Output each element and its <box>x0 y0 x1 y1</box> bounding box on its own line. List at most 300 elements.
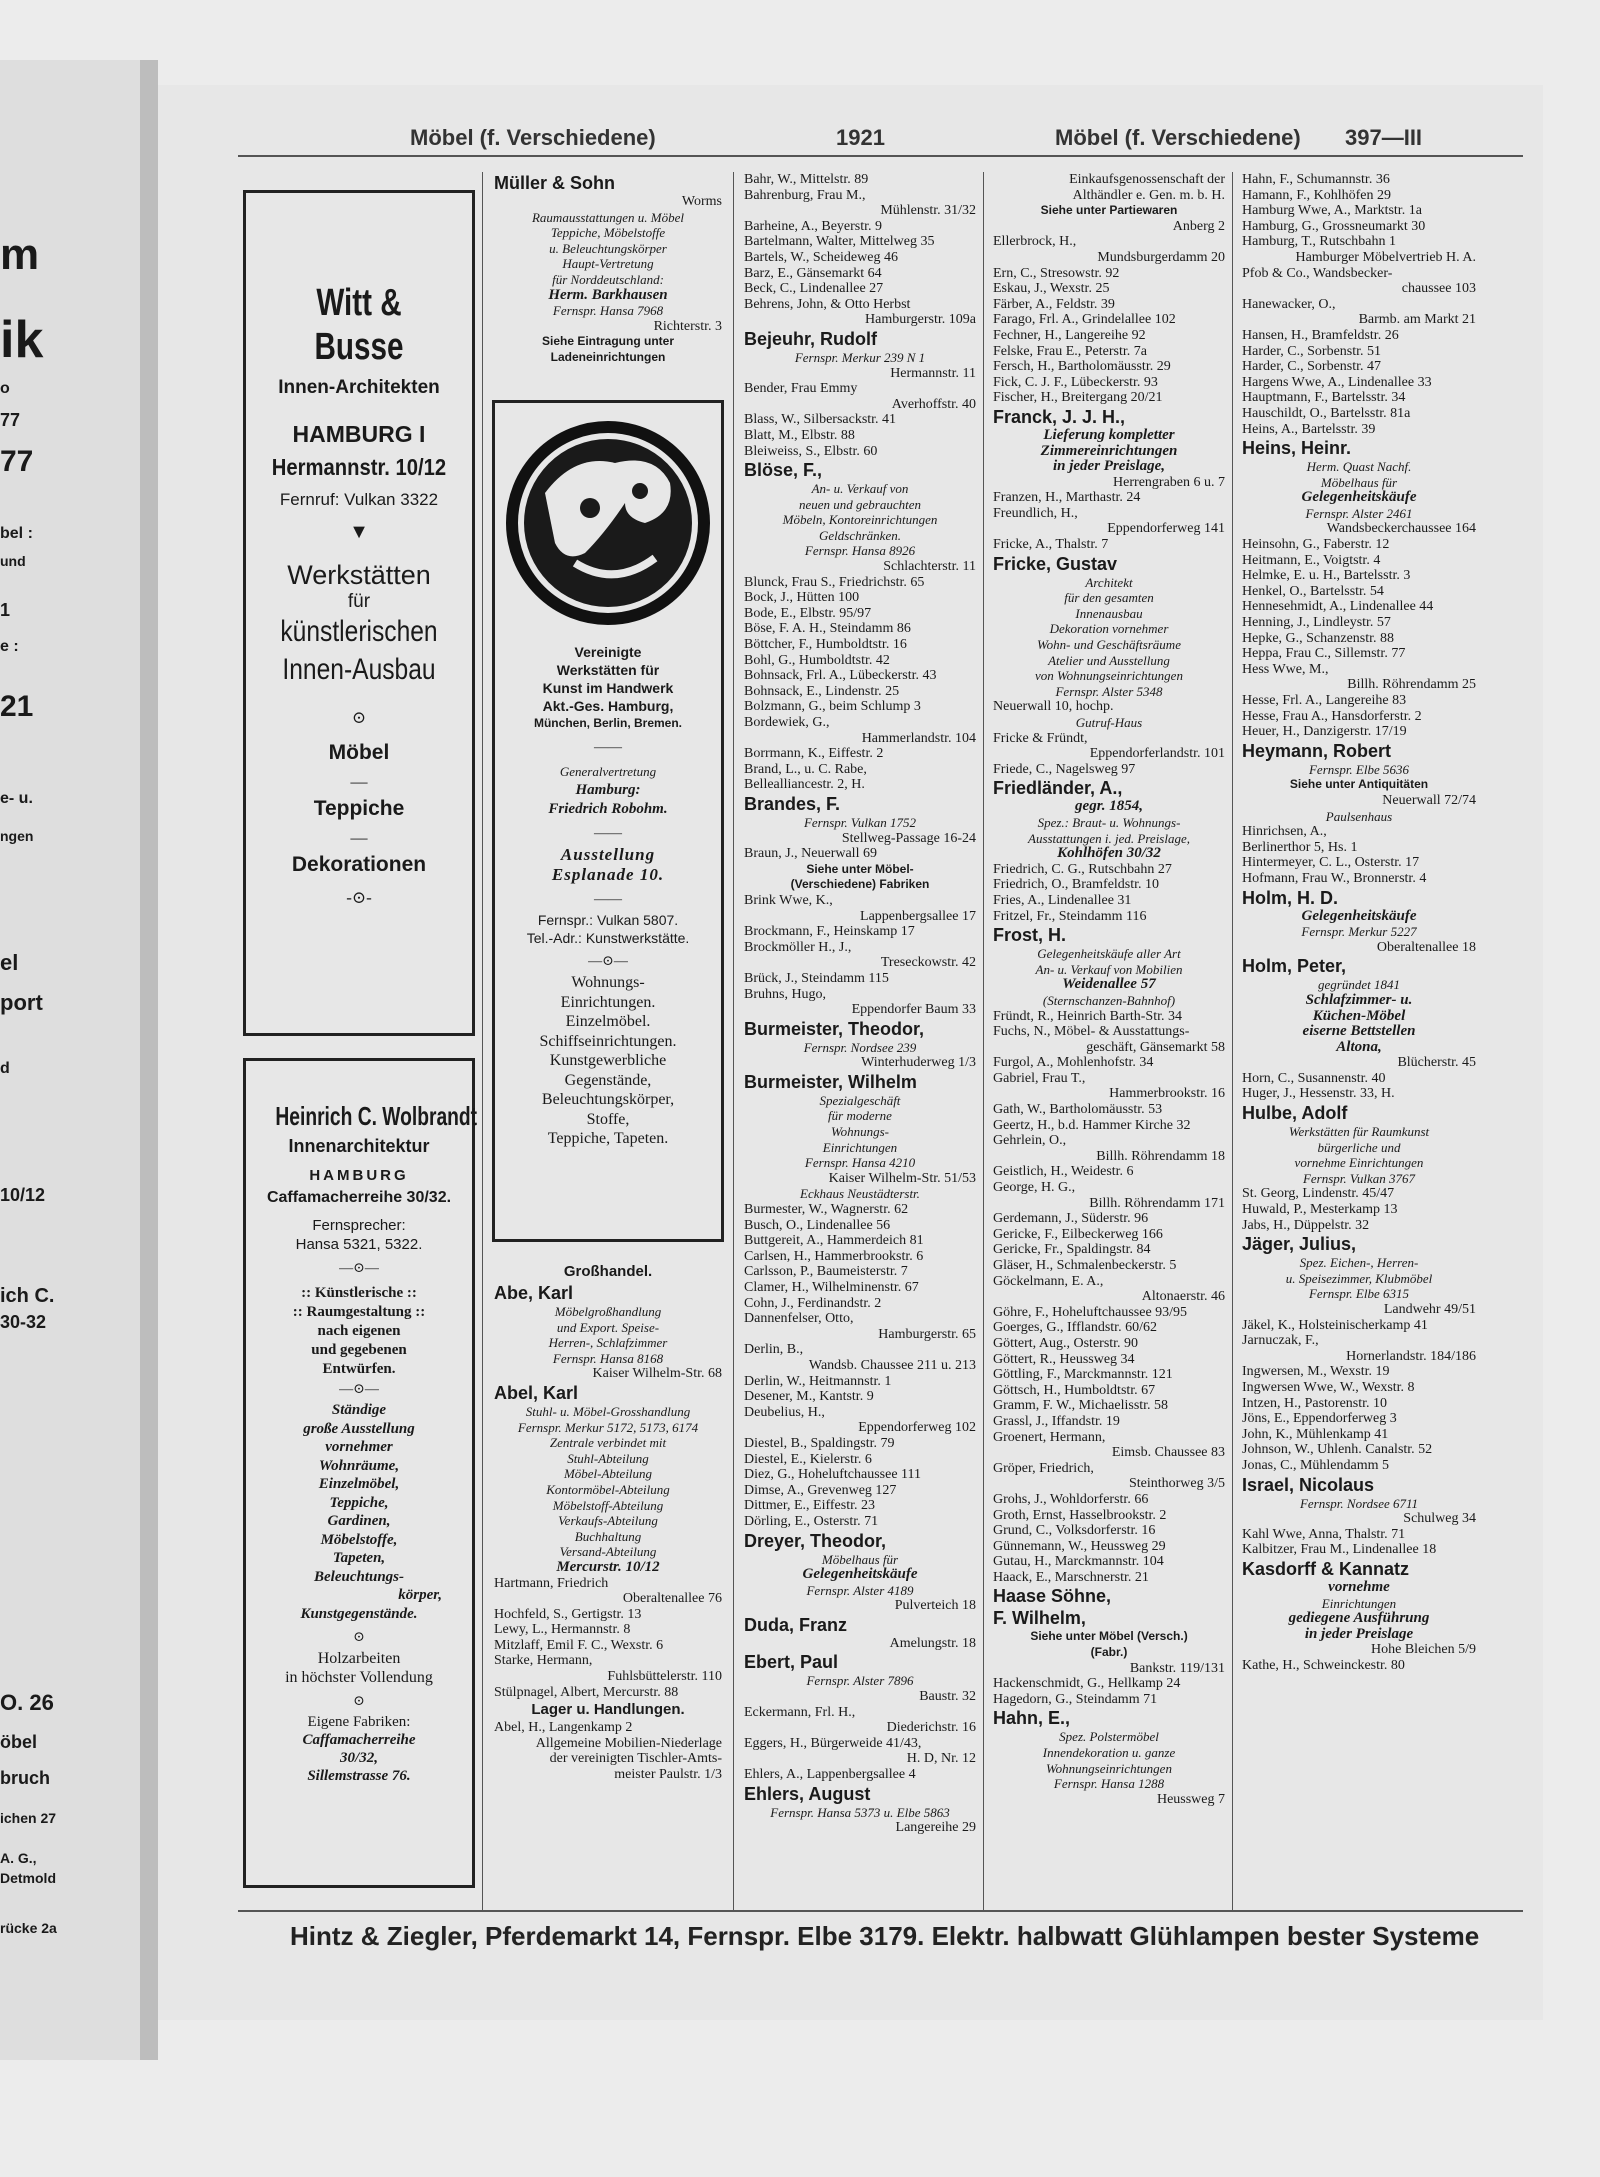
ad-italic-block <box>246 1401 472 1623</box>
directory-entry-line: Horn, C., Susannenstr. 40 <box>1242 1070 1386 1086</box>
column-divider <box>482 172 483 1910</box>
decor-circle-icon: ⊙ <box>353 1694 365 1709</box>
directory-entry-line: Bleiweiss, S., Elbstr. 60 <box>744 443 878 459</box>
directory-entry-line: Fernspr. Merkur 5227 <box>1301 924 1417 940</box>
directory-entry-line: Derlin, W., Heitmannstr. 1 <box>744 1373 892 1389</box>
directory-entry-line: Hansen, H., Bramfeldstr. 26 <box>1242 327 1399 343</box>
decor-ornament-icon: —⊙— <box>339 1261 379 1276</box>
directory-entry-line: Hanewacker, O., <box>1242 296 1336 312</box>
directory-entry-line: u. Beleuchtungskörper <box>549 240 667 256</box>
directory-entry-line: Langereihe 29 <box>895 1820 976 1836</box>
directory-entry-line: gegr. 1854, <box>1075 798 1143 815</box>
directory-entry-line: Fernspr. Nordsee 6711 <box>1299 1495 1419 1511</box>
directory-entry-line: Siehe unter Möbel- <box>806 861 914 876</box>
directory-entry-line: Eppendorferweg 141 <box>1107 521 1225 537</box>
directory-entry-line: Wohnungseinrichtungen <box>1046 1760 1172 1776</box>
directory-entry-line: Günnemann, W., Heussweg 29 <box>993 1538 1166 1554</box>
ad-factory: Sillemstrasse 76. <box>307 1768 411 1784</box>
directory-entry-line: Burmester, W., Wagnerstr. 62 <box>744 1202 909 1218</box>
directory-entry-line: Haase Söhne, <box>993 1586 1112 1607</box>
directory-entry-line: Althändler e. Gen. m. b. H. <box>1072 187 1225 203</box>
directory-entry-line: bürgerliche und <box>1317 1139 1401 1155</box>
directory-entry-line: Heinsohn, G., Faberstr. 12 <box>1242 537 1390 553</box>
directory-entry-line: Gelegenheitskäufe <box>1301 907 1417 924</box>
ad-item: Möbel <box>328 741 390 764</box>
directory-entry-line: Barz, E., Gänsemarkt 64 <box>744 265 882 281</box>
directory-entry-line: Ausstattungen i. jed. Preislage, <box>1028 830 1190 846</box>
directory-entry-line: Teppiche, Möbelstoffe <box>550 225 666 241</box>
decor-ornament-icon: —⊙— <box>339 1382 379 1397</box>
directory-entry-line: Gericke, F., Eilbeckerweg 166 <box>993 1226 1163 1242</box>
ad-exhibit: Ausstellung <box>560 845 656 864</box>
footer-advertisement: Hintz & Ziegler, Pferdemarkt 14, Fernspr. Elbe 3179. Elektr. halbwatt Glühlampen bester Systeme <box>290 1921 1480 1951</box>
directory-entry-line: Burmeister, Theodor, <box>744 1018 925 1039</box>
header-right: Möbel (f. Verschiedene) <box>1055 125 1301 150</box>
directory-entry-line: Fernspr. Alster 5348 <box>1055 683 1163 699</box>
directory-entry-line: Worms <box>681 194 722 209</box>
directory-entry-line: in jeder Preislage <box>1304 1625 1414 1642</box>
directory-entry-line: Heussweg 7 <box>1156 1791 1225 1807</box>
directory-entry-line: Eskau, J., Wexstr. 25 <box>993 281 1110 297</box>
directory-entry-line: Henning, J., Lindleystr. 57 <box>1242 615 1391 631</box>
directory-entry-line: vornehmer <box>325 1439 393 1455</box>
directory-entry-line: für den gesamten <box>1064 590 1154 606</box>
directory-entry-line: Brockmann, F., Heinskamp 17 <box>744 924 915 940</box>
directory-entry-line: Kalbitzer, Frau M., Lindenallee 18 <box>1242 1542 1437 1558</box>
directory-entry-line: Herrengraben 6 u. 7 <box>1113 474 1225 490</box>
directory-entry-line: An- u. Verkauf von Mobilien <box>1035 961 1183 977</box>
directory-entry-line: Hahn, E., <box>993 1708 1071 1729</box>
directory-entry-line: Fernspr. Hansa 4210 <box>804 1155 916 1171</box>
directory-entry-line: Carlsen, H., Hammerbrookstr. 6 <box>744 1248 924 1264</box>
directory-entry-line: große Ausstellung <box>303 1420 415 1437</box>
directory-entry-line: Kaiser Wilhelm-Str. 68 <box>592 1366 722 1382</box>
directory-entry-line: Bode, E., Elbstr. 95/97 <box>744 605 872 621</box>
directory-entry-line: Ingwersen, M., Wexstr. 19 <box>1242 1364 1390 1380</box>
left-page-fragment: el <box>0 950 19 975</box>
directory-entry-line: Beck, C., Lindenallee 27 <box>744 281 884 297</box>
ad-text-line: Werkstätten <box>287 560 431 590</box>
directory-entry-line: Fernspr. Elbe 5636 <box>1308 761 1410 777</box>
directory-entry-line: Hamburg, G., Grossneumarkt 30 <box>1242 218 1426 234</box>
directory-entry-line: Desener, M., Kantstr. 9 <box>744 1389 874 1405</box>
directory-entry-line: Einzelmöbel, <box>318 1476 400 1492</box>
directory-entry-line: Farago, Frl. A., Grindelallee 102 <box>993 312 1176 328</box>
directory-entry-line: :: Künstlerische :: <box>301 1285 417 1301</box>
directory-entry-line: Grohs, J., Wohldorferstr. 66 <box>993 1491 1149 1507</box>
header-rule <box>238 155 1523 157</box>
directory-entry-line: Paulsenhaus <box>1325 808 1393 824</box>
directory-entry-line: Billh. Röhrendamm 171 <box>1089 1195 1225 1211</box>
directory-entry-line: Fernspr. Merkur 239 N 1 <box>794 349 926 365</box>
left-page-fragment: o <box>0 380 10 397</box>
directory-entry-line: geschäft, Gänsemarkt 58 <box>1086 1039 1225 1055</box>
page-number: 397—III <box>1345 125 1423 150</box>
directory-entry-line: Fernspr. Hansa 8168 <box>552 1350 664 1366</box>
directory-entry-line: Fuhlsbüttelerstr. 110 <box>607 1669 722 1685</box>
ad-rep: Friedrich Robohm. <box>548 801 668 817</box>
directory-entry-line: Bock, J., Hütten 100 <box>744 590 860 606</box>
directory-entry-line: Blücherstr. 45 <box>1397 1055 1476 1071</box>
left-page-fragment: bel : <box>0 525 33 542</box>
decor-dash: —— <box>594 892 622 907</box>
directory-entry-line: Fernspr. Hansa 5373 u. Elbe 5863 <box>770 1804 950 1820</box>
directory-entry-line: Dekoration vornehmer <box>1049 621 1169 637</box>
directory-entry-line: Hackenschmidt, G., Hellkamp 24 <box>993 1676 1181 1692</box>
ad-extra-line: in höchster Vollendung <box>285 1669 433 1686</box>
ad-item: Teppiche <box>313 797 405 820</box>
directory-entry-line: Eppendorferlandstr. 101 <box>1089 746 1225 762</box>
directory-entry-line: Eppendorfer Baum 33 <box>851 1002 976 1018</box>
directory-entry-line: Bolzmann, G., beim Schlump 3 <box>744 699 921 715</box>
directory-entry-line: Fuchs, N., Möbel- & Ausstattungs- <box>993 1024 1190 1040</box>
ad-title: Witt & Busse <box>314 282 404 368</box>
directory-entry-line: Wohnungs- <box>571 974 645 991</box>
directory-entry-line: Duda, Franz <box>744 1614 848 1635</box>
directory-entry-line: gegründet 1841 <box>1318 977 1400 993</box>
ad-witt-busse <box>243 190 475 1036</box>
directory-entry-line: Neuerwall 72/74 <box>1382 792 1476 808</box>
directory-entry-line: Ständige <box>331 1402 387 1418</box>
directory-entry-line: vornehme Einrichtungen <box>1294 1155 1424 1171</box>
directory-entry-line: St. Georg, Lindenstr. 45/47 <box>1242 1186 1395 1202</box>
directory-entry-line: Ellerbrock, H., <box>993 234 1077 250</box>
directory-entry-line: Spez.: Braut- u. Wohnungs- <box>1037 814 1181 830</box>
directory-entry-line: Fernspr. Alster 7896 <box>806 1673 914 1689</box>
directory-entry-line: Geldschränken. <box>819 527 901 543</box>
directory-entry-line: Gutruf-Haus <box>1075 715 1143 730</box>
directory-entry-line: Friedrich, O., Bramfeldstr. 10 <box>993 877 1160 893</box>
directory-entry-line: Friede, C., Nagelsweg 97 <box>993 761 1136 777</box>
directory-entry-line: Allgemeine Mobilien-Niederlage <box>535 1735 722 1751</box>
directory-entry-line: Brück, J., Steindamm 115 <box>744 970 889 986</box>
ad-factory: Caffamacherreihe <box>302 1732 416 1748</box>
directory-entry-line: Goerges, G., Ifflandstr. 60/62 <box>993 1320 1157 1336</box>
ad-phone: Fernruf: Vulkan 3322 <box>279 490 439 509</box>
directory-entry-line: Henkel, O., Bartelsstr. 54 <box>1242 583 1384 599</box>
directory-entry-line: Mundsburgerdamm 20 <box>1097 249 1225 265</box>
directory-entry-line: Göttling, F., Marckmannstr. 121 <box>993 1367 1173 1383</box>
directory-entry-line: Kathe, H., Schweinckestr. 80 <box>1242 1657 1405 1673</box>
ad-city: HAMBURG <box>309 1167 409 1184</box>
directory-entry-line: Jarnuczak, F., <box>1242 1333 1319 1349</box>
directory-entry-line: Hofmann, Frau W., Bronnerstr. 4 <box>1242 870 1427 886</box>
decor-circle-icon: ⊙ <box>351 708 367 727</box>
directory-entry-line: Haupt-Vertretung <box>562 256 654 272</box>
directory-entry-line: Brink Wwe, K., <box>744 892 833 908</box>
column-3 <box>744 172 976 1836</box>
header-year: 1921 <box>836 125 885 150</box>
directory-entry-line: in jeder Preislage, <box>1052 458 1166 475</box>
directory-entry-line: Fernspr. Hansa 7968 <box>552 303 664 319</box>
left-page-fragment: öbel <box>0 1732 38 1752</box>
directory-entry-line: Hamburger Möbelvertrieb H. A. <box>1295 249 1476 265</box>
directory-entry-line: Göttert, R., Heussweg 34 <box>993 1351 1135 1367</box>
directory-entry-line: Bartels, W., Scheideweg 46 <box>744 249 898 265</box>
directory-entry-line: Bohnsack, Frl. A., Lübeckerstr. 43 <box>744 668 937 684</box>
directory-entry-line: Göckelmann, E. A., <box>993 1273 1104 1289</box>
left-page-fragment: A. G., <box>0 1850 37 1866</box>
directory-entry-line: u. Speisezimmer, Klubmöbel <box>1285 1270 1433 1286</box>
directory-entry-line: Buttgereit, A., Hammerdeich 81 <box>744 1233 924 1249</box>
directory-entry-line: von Wohnungseinrichtungen <box>1035 668 1183 684</box>
ad-vereinigte-werkstaetten <box>492 400 724 1242</box>
directory-entry-line: Landwehr 49/51 <box>1383 1302 1476 1317</box>
directory-entry-line: Ehlers, A., Lappenbergsallee 4 <box>744 1767 916 1783</box>
directory-entry-line: Blöse, F., <box>744 460 823 481</box>
directory-entry-line: Fischer, H., Breitergang 20/21 <box>993 390 1163 406</box>
directory-entry-line: Kunst im Handwerk <box>542 680 674 696</box>
directory-entry-line: Gelegenheitskäufe <box>802 1566 918 1583</box>
directory-entry-line: Hammerlandstr. 104 <box>861 730 976 746</box>
ad-bold-block <box>246 1284 472 1379</box>
ad-factory-label: Eigene Fabriken: <box>307 1714 411 1730</box>
directory-entry-line: Huger, J., Hessenstr. 33, H. <box>1242 1086 1395 1102</box>
directory-entry-line: Jöns, E., Eppendorferweg 3 <box>1242 1411 1397 1427</box>
directory-entry-line: Stülpnagel, Albert, Mercurstr. 88 <box>494 1684 679 1700</box>
directory-entry-line: Dimse, A., Grevenweg 127 <box>744 1482 897 1498</box>
left-page-fragment: ichen 27 <box>0 1810 57 1826</box>
directory-entry-line: Gelegenheitskäufe <box>1301 489 1417 506</box>
directory-entry-line: Hesse, Frau A., Hansdorferstr. 2 <box>1242 708 1422 724</box>
directory-entry-line: Groth, Ernst, Hasselbrookstr. 2 <box>993 1507 1167 1523</box>
column-divider <box>983 172 984 1910</box>
decor-dash: —— <box>594 826 622 841</box>
directory-entry-line: und gegebenen <box>311 1342 407 1358</box>
left-page-fragment: Detmold <box>0 1870 56 1886</box>
directory-entry-line: Hamburg, T., Rutschbahn 1 <box>1242 234 1396 250</box>
directory-entry-line: Barmb. am Markt 21 <box>1358 312 1476 328</box>
directory-entry-line: Deubelius, H., <box>744 1404 825 1420</box>
directory-entry-line: Fernspr. Nordsee 239 <box>803 1039 917 1055</box>
directory-entry-line: Möbelhaus für <box>821 1551 899 1567</box>
directory-entry-line: Fernspr. Alster 2461 <box>1305 505 1413 521</box>
directory-entry-line: Brockmöller H., J., <box>744 939 852 955</box>
directory-entry-line: Averhoffstr. 40 <box>891 396 976 412</box>
ad-text-line: für <box>347 591 371 612</box>
directory-entry-line: Furgol, A., Mohlenhofstr. 34 <box>993 1055 1154 1071</box>
directory-entry-line: Eppendorferweg 102 <box>858 1420 976 1436</box>
directory-entry-line: Schulweg 34 <box>1403 1511 1476 1527</box>
directory-entry-line: Böse, F. A. H., Steindamm 86 <box>744 621 911 637</box>
directory-entry-line: George, H. G., <box>993 1180 1076 1196</box>
directory-entry-line: Akt.-Ges. Hamburg, <box>542 698 674 714</box>
directory-entry-line: Hennesehmidt, A., Lindenallee 44 <box>1242 599 1434 615</box>
ad-goods-block <box>495 973 721 1149</box>
directory-entry-line: Schlachterstr. 11 <box>883 559 976 575</box>
directory-entry-line: Innendekoration u. ganze <box>1042 1745 1176 1761</box>
ad-phone-label: Fernsprecher: <box>312 1217 406 1234</box>
directory-entry-line: Intzen, H., Pastorenstr. 10 <box>1242 1395 1388 1411</box>
directory-entry-line: Mercurstr. 10/12 <box>556 1558 660 1575</box>
directory-entry-line: Verkaufs-Abteilung <box>558 1513 658 1529</box>
directory-entry-line: Gericke, Fr., Spaldingstr. 84 <box>993 1242 1151 1258</box>
decor-circle-icon: ⊙ <box>353 1630 365 1645</box>
directory-entry-line: Fersch, H., Bartholomäusstr. 29 <box>993 359 1171 375</box>
directory-entry-line: Teppiche, Tapeten. <box>547 1130 669 1147</box>
directory-entry-line: Holm, Peter, <box>1242 956 1347 977</box>
directory-entry-line: Hamann, F., Kohlhöfen 29 <box>1242 187 1391 203</box>
directory-entry-line: Heitmann, E., Voigtstr. 4 <box>1242 552 1381 568</box>
ad-telegraph: Tel.-Adr.: Kunstwerkstätte. <box>526 930 690 946</box>
directory-entry-line: John, K., Mühlenkamp 41 <box>1242 1426 1389 1442</box>
directory-entry-line: Dittmer, E., Eiffestr. 23 <box>744 1498 875 1514</box>
directory-entry-line: Kahl Wwe, Anna, Thalstr. 71 <box>1242 1526 1406 1542</box>
directory-entry-line: Brandes, F. <box>744 793 841 814</box>
directory-entry-line: Abel, Karl <box>494 1382 579 1403</box>
directory-entry-line: Eckhaus Neustädterstr. <box>800 1186 920 1202</box>
directory-entry-line: Bahr, W., Mittelstr. 89 <box>744 172 869 187</box>
directory-entry-line: Wohnräume, <box>318 1457 400 1474</box>
directory-entry-line: Einrichtungen <box>1321 1595 1397 1611</box>
left-page-fragment: O. 26 <box>0 1690 54 1715</box>
ad-text-line: künstlerischen <box>280 615 438 648</box>
directory-entry-line: Einzelmöbel. <box>565 1013 651 1030</box>
directory-entry-line: Gehrlein, O., <box>993 1133 1067 1149</box>
directory-entry-line: Harder, C., Sorbenstr. 47 <box>1242 359 1382 375</box>
directory-entry-line: Schiffseinrichtungen. <box>539 1032 677 1050</box>
directory-entry-line: Bohl, G., Humboldtstr. 42 <box>744 652 890 668</box>
directory-entry-line: Friedländer, A., <box>993 778 1123 799</box>
directory-entry-line: Diederichstr. 16 <box>886 1720 976 1736</box>
directory-entry-line: Hintermeyer, C. L., Osterstr. 17 <box>1242 855 1420 871</box>
ad-rep: Hamburg: <box>575 782 641 798</box>
ad-subtitle: Innen-Architekten <box>278 377 440 398</box>
directory-entry-line: Winterhuderweg 1/3 <box>861 1055 976 1071</box>
decor-ornament-icon: —⊙— <box>588 954 628 969</box>
directory-entry-line: Hinrichsen, A., <box>1242 824 1327 840</box>
ad-text-line: Innen-Ausbau <box>282 653 436 686</box>
directory-entry-line: chaussee 103 <box>1401 281 1476 297</box>
ad-street: Hermannstr. 10/12 <box>271 454 447 480</box>
directory-entry-line: Ebert, Paul <box>744 1652 839 1673</box>
directory-entry-line: Möbeln, Kontoreinrichtungen <box>782 512 938 528</box>
directory-entry-line: Göhre, F., Hoheluftchaussee 93/95 <box>993 1304 1188 1320</box>
directory-entry-line: Altona, <box>1336 1038 1382 1055</box>
directory-entry-line: (Verschiedene) Fabriken <box>790 877 930 892</box>
directory-entry-line: Bankstr. 119/131 <box>1129 1660 1225 1676</box>
directory-entry-line: Göttsch, H., Humboldtstr. 67 <box>993 1382 1156 1398</box>
directory-entry-line: Einrichtungen <box>822 1139 898 1155</box>
directory-entry-line: Kohlhöfen 30/32 <box>1057 845 1161 862</box>
decor-triangle-icon: ▼ <box>349 521 369 543</box>
directory-entry-line: Jäger, Julius, <box>1242 1234 1357 1255</box>
directory-entry-line: Jabs, H., Düppelstr. 32 <box>1242 1217 1370 1233</box>
directory-entry-line: Kunstgewerbliche <box>549 1052 667 1069</box>
directory-entry-line: Bender, Frau Emmy <box>744 381 858 397</box>
directory-entry-line: für Norddeutschland: <box>552 271 664 287</box>
book-gutter <box>140 60 158 2060</box>
ad-phone: Fernspr.: Vulkan 5807. <box>537 912 679 928</box>
directory-entry-line: Oberaltenallee 76 <box>622 1591 722 1607</box>
directory-entry-line: Amelungstr. 18 <box>889 1635 976 1651</box>
directory-entry-line: eiserne Bettstellen <box>1302 1023 1416 1040</box>
directory-entry-line: Lappenbergsallee 17 <box>860 908 976 924</box>
directory-entry-line: Frost, H. <box>993 925 1067 946</box>
directory-entry-line: Schlafzimmer- u. <box>1305 991 1413 1008</box>
directory-entry-line: Braun, J., Neuerwall 69 <box>744 846 877 862</box>
directory-entry-line: Fernspr. Vulkan 3767 <box>1302 1170 1416 1186</box>
directory-entry-line: Hohe Bleichen 5/9 <box>1371 1642 1476 1658</box>
directory-entry-line: und Export. Speise- <box>556 1319 660 1335</box>
directory-entry-line: Fritzel, Fr., Steindamm 116 <box>993 908 1147 924</box>
directory-entry-line: Kaiser Wilhelm-Str. 51/53 <box>828 1170 976 1186</box>
directory-entry-line: Johnson, W., Uhlenh. Canalstr. 52 <box>1242 1442 1433 1458</box>
directory-entry-line: Holm, H. D. <box>1242 887 1339 908</box>
directory-entry-line: meister Paulstr. 1/3 <box>614 1767 722 1783</box>
directory-entry-line: Wohnungs- <box>830 1124 890 1140</box>
directory-entry-line: Hagedorn, G., Steindamm 71 <box>993 1691 1158 1707</box>
left-page-fragment: d <box>0 1060 10 1077</box>
directory-entry-line: (Fabr.) <box>1090 1645 1128 1660</box>
directory-entry-line: Einrichtungen. <box>560 993 656 1011</box>
directory-entry-line: Beleuchtungskörper, <box>541 1091 675 1108</box>
directory-entry-line: nach eigenen <box>317 1323 401 1339</box>
left-page-fragment: e : <box>0 638 19 655</box>
directory-entry-line: Grund, C., Volksdorferstr. 16 <box>993 1523 1156 1539</box>
column-4 <box>993 172 1225 1807</box>
directory-entry-line: Hamburg Wwe, A., Marktstr. 1a <box>1242 203 1422 219</box>
directory-entry-line: F. Wilhelm, <box>993 1608 1086 1629</box>
directory-entry-line: Stellweg-Passage 16-24 <box>841 830 976 846</box>
directory-entry-line: Fernspr. Vulkan 1752 <box>803 814 917 830</box>
directory-entry-line: Geertz, H., b.d. Hammer Kirche 32 <box>993 1117 1191 1133</box>
directory-entry-line: Großhandel. <box>563 1263 653 1280</box>
directory-entry-line: Eimsb. Chaussee 83 <box>1111 1445 1225 1461</box>
directory-entry-line: Stuhl-Abteilung <box>567 1450 649 1466</box>
ad-title-block <box>495 643 721 715</box>
directory-entry-line: Bruhns, Hugo, <box>744 986 827 1002</box>
directory-entry-line: Fricke, A., Thalstr. 7 <box>993 537 1109 553</box>
directory-entry-line: Tapeten, <box>332 1550 386 1566</box>
directory-entry-line: neuen und gebrauchten <box>798 496 922 512</box>
directory-entry-line: Wandsb. Chaussee 211 u. 213 <box>808 1357 976 1373</box>
directory-entry-line: Hesse, Frl. A., Langereihe 83 <box>1242 693 1407 708</box>
column-divider <box>733 172 734 1910</box>
directory-entry-line: Möbelhaus für <box>1320 474 1398 490</box>
decor-dash: — <box>350 772 368 791</box>
directory-entry-line: Bahrenburg, Frau M., <box>744 187 866 203</box>
directory-entry-line: Hermannstr. 11 <box>890 365 976 381</box>
directory-entry-line: Diestel, B., Spaldingstr. 79 <box>744 1435 895 1451</box>
directory-entry-line: (Sternschanzen-Bahnhof) <box>1042 992 1176 1008</box>
directory-entry-line: für moderne <box>828 1108 892 1124</box>
column-2-top <box>494 172 722 366</box>
directory-entry-line: Innenausbau <box>1075 605 1143 621</box>
directory-entry-line: Beleuchtungs- <box>313 1568 404 1585</box>
directory-entry-line: Bordewiek, G., <box>744 715 830 730</box>
directory-entry-line: Heppa, Frau C., Sillemstr. 77 <box>1242 646 1406 662</box>
directory-entry-line: Hornerlandstr. 184/186 <box>1346 1348 1476 1364</box>
directory-entry-line: :: Raumgestaltung :: <box>292 1304 426 1320</box>
left-page-fragment: 21 <box>0 690 34 723</box>
left-page-fragment: 1 <box>0 600 11 620</box>
directory-entry-line: Felske, Frau E., Peterstr. 7a <box>993 343 1147 359</box>
left-page-fragment: m <box>0 230 40 279</box>
directory-entry-line: Billh. Röhrendamm 18 <box>1096 1148 1225 1164</box>
directory-entry-line: Küchen-Möbel <box>1312 1007 1406 1024</box>
directory-entry-line: Spez. Eichen-, Herren- <box>1299 1255 1419 1271</box>
directory-entry-line: Herren-, Schlafzimmer <box>548 1335 668 1351</box>
left-page-fragment: 10/12 <box>0 1185 46 1205</box>
directory-entry-line: Hulbe, Adolf <box>1242 1103 1348 1124</box>
directory-entry-line: Borrmann, K., Eiffestr. 2 <box>744 746 884 762</box>
directory-entry-line: Versand-Abteilung <box>559 1544 657 1560</box>
directory-entry-line: Abel, H., Langenkamp 2 <box>494 1720 633 1736</box>
directory-entry-line: Siehe Eintragung unter <box>541 334 674 349</box>
directory-entry-line: Müller & Sohn <box>494 173 615 193</box>
ad-street: Caffamacherreihe 30/32. <box>266 1189 452 1206</box>
